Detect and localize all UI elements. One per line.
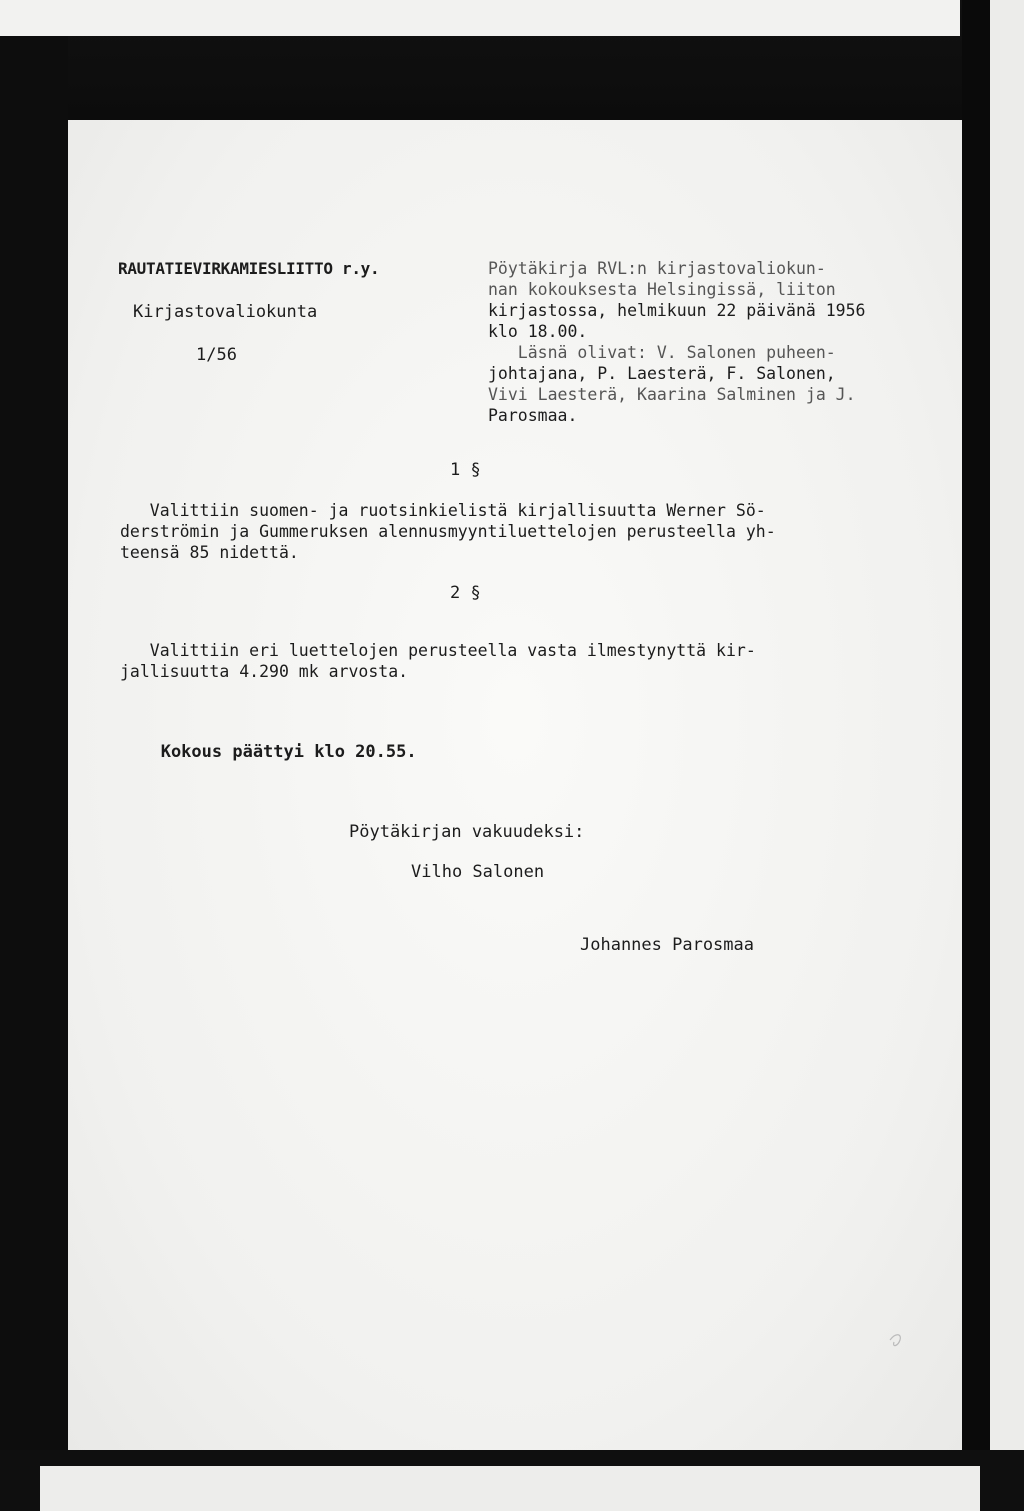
minutes-line: kirjastossa, helmikuun 22 päivänä 1956	[488, 301, 866, 320]
paragraph-line: derströmin ja Gummeruksen alennusmyyntiluettelojen perusteella yh-	[120, 522, 776, 541]
section-1-heading: 1 §	[450, 460, 481, 480]
minutes-line: johtajana, P. Laesterä, F. Salonen,	[488, 364, 836, 383]
minutes-line: klo 18.00.	[488, 322, 588, 341]
pencil-mark-icon	[860, 1310, 940, 1360]
section-2-heading: 2 §	[450, 583, 481, 603]
minutes-line: Vivi Laesterä, Kaarina Salminen ja J.	[488, 385, 856, 404]
signatory-name: Vilho Salonen	[411, 862, 545, 882]
closing-line: Kokous päättyi klo 20.55.	[130, 742, 417, 762]
signature-label: Pöytäkirjan vakuudeksi:	[349, 822, 585, 842]
minutes-line: nan kokouksesta Helsingissä, liiton	[488, 280, 836, 299]
document-number: 1/56	[196, 345, 237, 365]
signatory-name: Johannes Parosmaa	[580, 935, 754, 955]
minutes-line: Pöytäkirja RVL:n kirjastovaliokun-	[488, 259, 826, 278]
paragraph-line: Valittiin suomen- ja ruotsinkielistä kirjallisuutta Werner Sö-	[120, 501, 766, 520]
paragraph-line: Valittiin eri luettelojen perusteella vasta ilmestynyttä kir-	[120, 641, 756, 660]
organization-name: RAUTATIEVIRKAMIESLIITTO r.y.	[118, 259, 380, 278]
committee-name: Kirjastovaliokunta	[133, 302, 318, 322]
minutes-line: Parosmaa.	[488, 406, 578, 425]
paragraph-line: jallisuutta 4.290 mk arvosta.	[120, 662, 409, 681]
paragraph-line: teensä 85 nidettä.	[120, 543, 299, 562]
minutes-line: Läsnä olivat: V. Salonen puheen-	[488, 343, 836, 362]
